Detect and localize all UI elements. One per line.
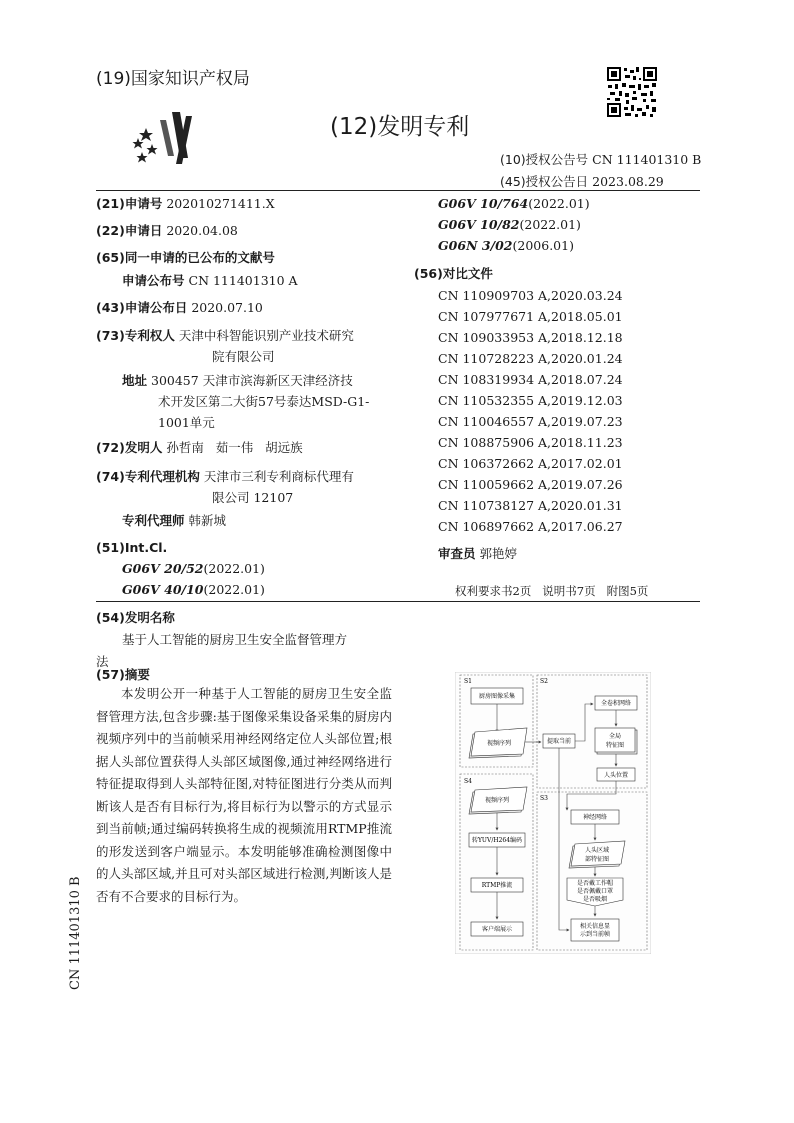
examiner: 审查员 郭艳婷 [438,546,518,561]
node-extract: 提取当前 [546,738,572,745]
node-head-feature-2: 部特征图 [584,856,610,863]
publication-date: (45)授权公告日 2023.08.29 [500,174,664,189]
cited-document: CN 110909703 A,2020.03.24 [438,288,623,303]
step-s4: S4 [464,778,472,785]
patent-agency-cont: 限公司 12107 [212,490,294,505]
cnipa-logo [130,110,208,168]
node-show-info-2: 示到当前帧 [579,931,611,938]
address-line-3: 1001单元 [158,415,215,430]
publication-number: (10)授权公告号 CN 111401310 B [500,152,702,167]
page-counts: 权利要求书2页 说明书7页 附图5页 [455,584,649,598]
patent-agency: (74)专利代理机构 天津市三利专利商标代理有 [96,469,354,484]
abstract-text: 本发明公开一种基于人工智能的厨房卫生安全监督管理方法,包含步骤:基于图像采集设备采集的厨房内视频序列中的当前帧采用神经网络定位人头部位置;根据人头部位置获得人头部区域图像,通过神经网络进行特征提取得到人头部特征图,对特征图进行分类从而判断该人是否有目标行为,将目标行为以警示的方式显示到当前帧;通过编码转换将生成的视频流用RTMP推流的形发送到客户端显示。本发明能够准确检测图像中的人头部区域,并且可对头部区域进行检测,判断该人是否有不合要求的目标行为。 [96,686,392,904]
step-s2: S2 [540,678,548,685]
node-video-seq-2: 视频序列 [484,797,510,804]
header-rule [96,190,700,191]
filing-date: (22)申请日 2020.04.08 [96,223,238,238]
ipc-entry: G06V 10/764(2022.01) [438,196,590,211]
patent-agent: 专利代理师 韩新城 [122,513,227,528]
abstract-label: (57)摘要 [96,667,150,682]
cited-document: CN 107977671 A,2018.05.01 [438,309,623,324]
int-cl-label: (51)Int.Cl. [96,540,168,555]
side-patent-number: CN 111401310 B [68,876,83,990]
issuing-office: (19)国家知识产权局 [96,69,250,89]
node-camera: 厨房图像采集 [478,693,516,700]
node-global-feature-2: 特征图 [605,742,625,749]
int-cl-entry: G06V 40/10(2022.01) [122,582,265,597]
patentee: (73)专利权人 天津中科智能识别产业技术研究 [96,328,354,343]
node-judge-hat: 是否戴工作帽 [576,880,614,887]
method-flowchart [455,672,651,954]
cited-document: CN 110738127 A,2020.01.31 [438,498,623,513]
cited-document: CN 109033953 A,2018.12.18 [438,330,623,345]
inventors: (72)发明人 孙哲南 茹一伟 胡远族 [96,440,303,455]
invention-title: 基于人工智能的厨房卫生安全监督管理方 [122,632,348,647]
invention-title-cont: 法 [96,654,109,669]
section-rule [96,601,700,602]
application-publication-date: (43)申请公布日 2020.07.10 [96,300,263,315]
patentee-cont: 院有限公司 [212,349,275,364]
node-fcn: 全卷积网络 [600,700,632,707]
address-line-2: 术开发区第二大街57号泰达MSD-G1- [158,394,370,409]
address: 地址 300457 天津市滨海新区天津经济技 [122,373,353,388]
node-client: 客户端展示 [481,926,513,933]
int-cl-entry: G06V 20/52(2022.01) [122,561,265,576]
node-video-seq: 视频序列 [486,740,512,747]
node-head-feature: 人头区域 [584,847,610,854]
node-neural-net: 神经网络 [582,814,608,821]
prior-publication-label: (65)同一申请的已公布的文献号 [96,250,275,265]
node-show-info: 相关信息显 [579,923,611,930]
cited-document: CN 110059662 A,2019.07.26 [438,477,623,492]
cited-documents-label: (56)对比文件 [414,266,493,281]
node-rtmp: RTMP推流 [481,882,513,889]
cited-document: CN 110728223 A,2020.01.24 [438,351,623,366]
title-label: (54)发明名称 [96,610,175,625]
application-number: (21)申请号 202010271411.X [96,196,275,211]
application-publication-number: 申请公布号 CN 111401310 A [122,273,298,288]
node-global-feature: 全局 [608,733,622,740]
cited-document: CN 110046557 A,2019.07.23 [438,414,623,429]
cited-document: CN 108319934 A,2018.07.24 [438,372,623,387]
cited-document: CN 106897662 A,2017.06.27 [438,519,623,534]
node-yuv-encode: 转YUV/H264编码 [471,837,523,844]
cited-document: CN 108875906 A,2018.11.23 [438,435,623,450]
ipc-entry: G06N 3/02(2006.01) [438,238,574,253]
ipc-entry: G06V 10/82(2022.01) [438,217,581,232]
node-head-position: 人头位置 [603,772,629,779]
qr-code-icon [606,66,658,118]
cited-document: CN 110532355 A,2019.12.03 [438,393,623,408]
step-s1: S1 [464,678,472,685]
document-type: (12)发明专利 [330,114,470,140]
cited-document: CN 106372662 A,2017.02.01 [438,456,623,471]
node-judge-mask: 是否佩戴口罩 [576,888,614,895]
node-judge-smoke: 是否吸烟 [582,896,608,903]
step-s3: S3 [540,795,548,802]
